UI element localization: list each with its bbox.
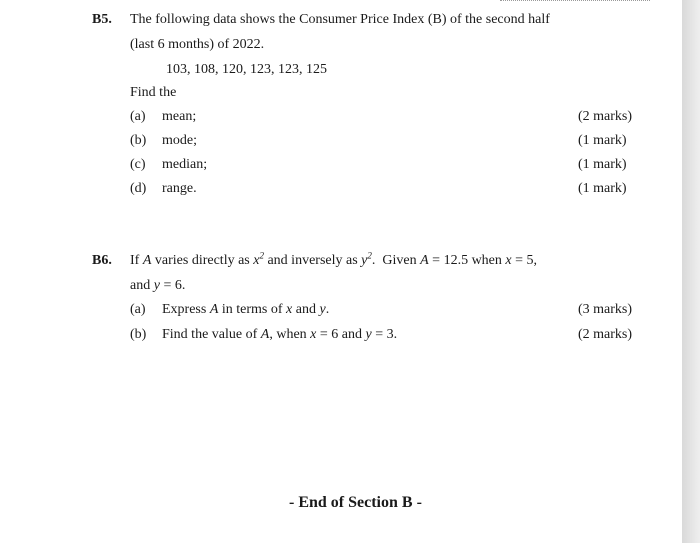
b6-text-varies-directly: varies directly as [154,253,250,268]
b6-text-if: If [130,253,140,268]
b6-var-y: y [153,278,160,293]
question-number-b5: B5. [92,12,112,27]
b6-text-inversely: and inversely as [267,253,358,268]
b6-part-a-label: (a) [130,302,146,317]
b6-part-a-t3: and [295,302,316,317]
b5-find-label: Find the [130,85,177,100]
b5-part-c-marks: (1 mark) [578,157,627,172]
b6-part-a-v2: x [286,302,293,317]
b6-x2-base: x [253,253,260,268]
b5-part-a-text: mean; [162,109,197,124]
b5-part-c-label: (c) [130,157,146,172]
section-end-footer: - End of Section B - [289,494,422,511]
b6-line1 [130,250,538,269]
b6-period: . [371,253,376,268]
b6-part-a-t4: . [325,302,330,317]
b6-part-a-t2: in terms of [221,302,283,317]
page-edge-shadow [682,0,700,543]
b5-part-b-label: (b) [130,133,147,148]
b6-part-b-v3: y [365,327,372,342]
b6-part-b-marks: (2 marks) [578,327,633,342]
b6-eq-a: = 12.5 when [432,253,502,268]
b6-line2 [130,278,185,294]
header-dotted-line [500,0,650,3]
b6-var-a-given: A [420,253,429,268]
b6-part-a-marks: (3 marks) [578,302,633,317]
b6-var-x2 [253,250,264,268]
b5-part-a-marks: (2 marks) [578,109,633,124]
b6-eq-y: = 6. [163,278,186,293]
b6-part-b-text [162,327,397,343]
question-number-b6: B6. [92,253,112,268]
b6-part-a-t1: Express [162,302,207,317]
b6-y2-exp: 2 [367,250,372,261]
b6-part-b-t3: = 6 and [319,327,362,342]
b5-part-b-text: mode; [162,133,197,148]
b5-part-d-text: range. [162,181,197,196]
b6-part-a-text [162,302,329,318]
b6-part-b-v1: A [260,327,270,342]
b5-part-d-marks: (1 mark) [578,181,627,196]
b6-text-given: Given [382,253,417,268]
b6-part-b-t1: Find the value of [162,327,258,342]
b6-eq-x: = 5, [515,253,538,268]
b6-var-y2 [361,250,372,268]
b5-part-c-text: median; [162,157,208,172]
b6-var-a: A [142,253,152,268]
b6-part-b-t2: , when [269,327,307,342]
b5-data-values: 103, 108, 120, 123, 123, 125 [166,62,327,77]
b6-y2-base: y [361,253,368,268]
b6-part-a-v3: y [319,302,326,317]
b6-part-a-v1: A [209,302,219,317]
b6-part-b-v2: x [310,327,317,342]
b5-part-b-marks: (1 mark) [578,133,627,148]
b6-part-b-label: (b) [130,327,147,342]
b6-part-b-t4: = 3. [375,327,398,342]
b5-intro-line2: (last 6 months) of 2022. [130,37,265,52]
b5-part-a-label: (a) [130,109,146,124]
b5-part-d-label: (d) [130,181,147,196]
b6-text-and: and [130,278,151,293]
b5-intro-line1: The following data shows the Consumer Price Index (B) of the second half [130,12,550,27]
b6-var-x: x [505,253,512,268]
b6-x2-exp: 2 [259,250,264,261]
